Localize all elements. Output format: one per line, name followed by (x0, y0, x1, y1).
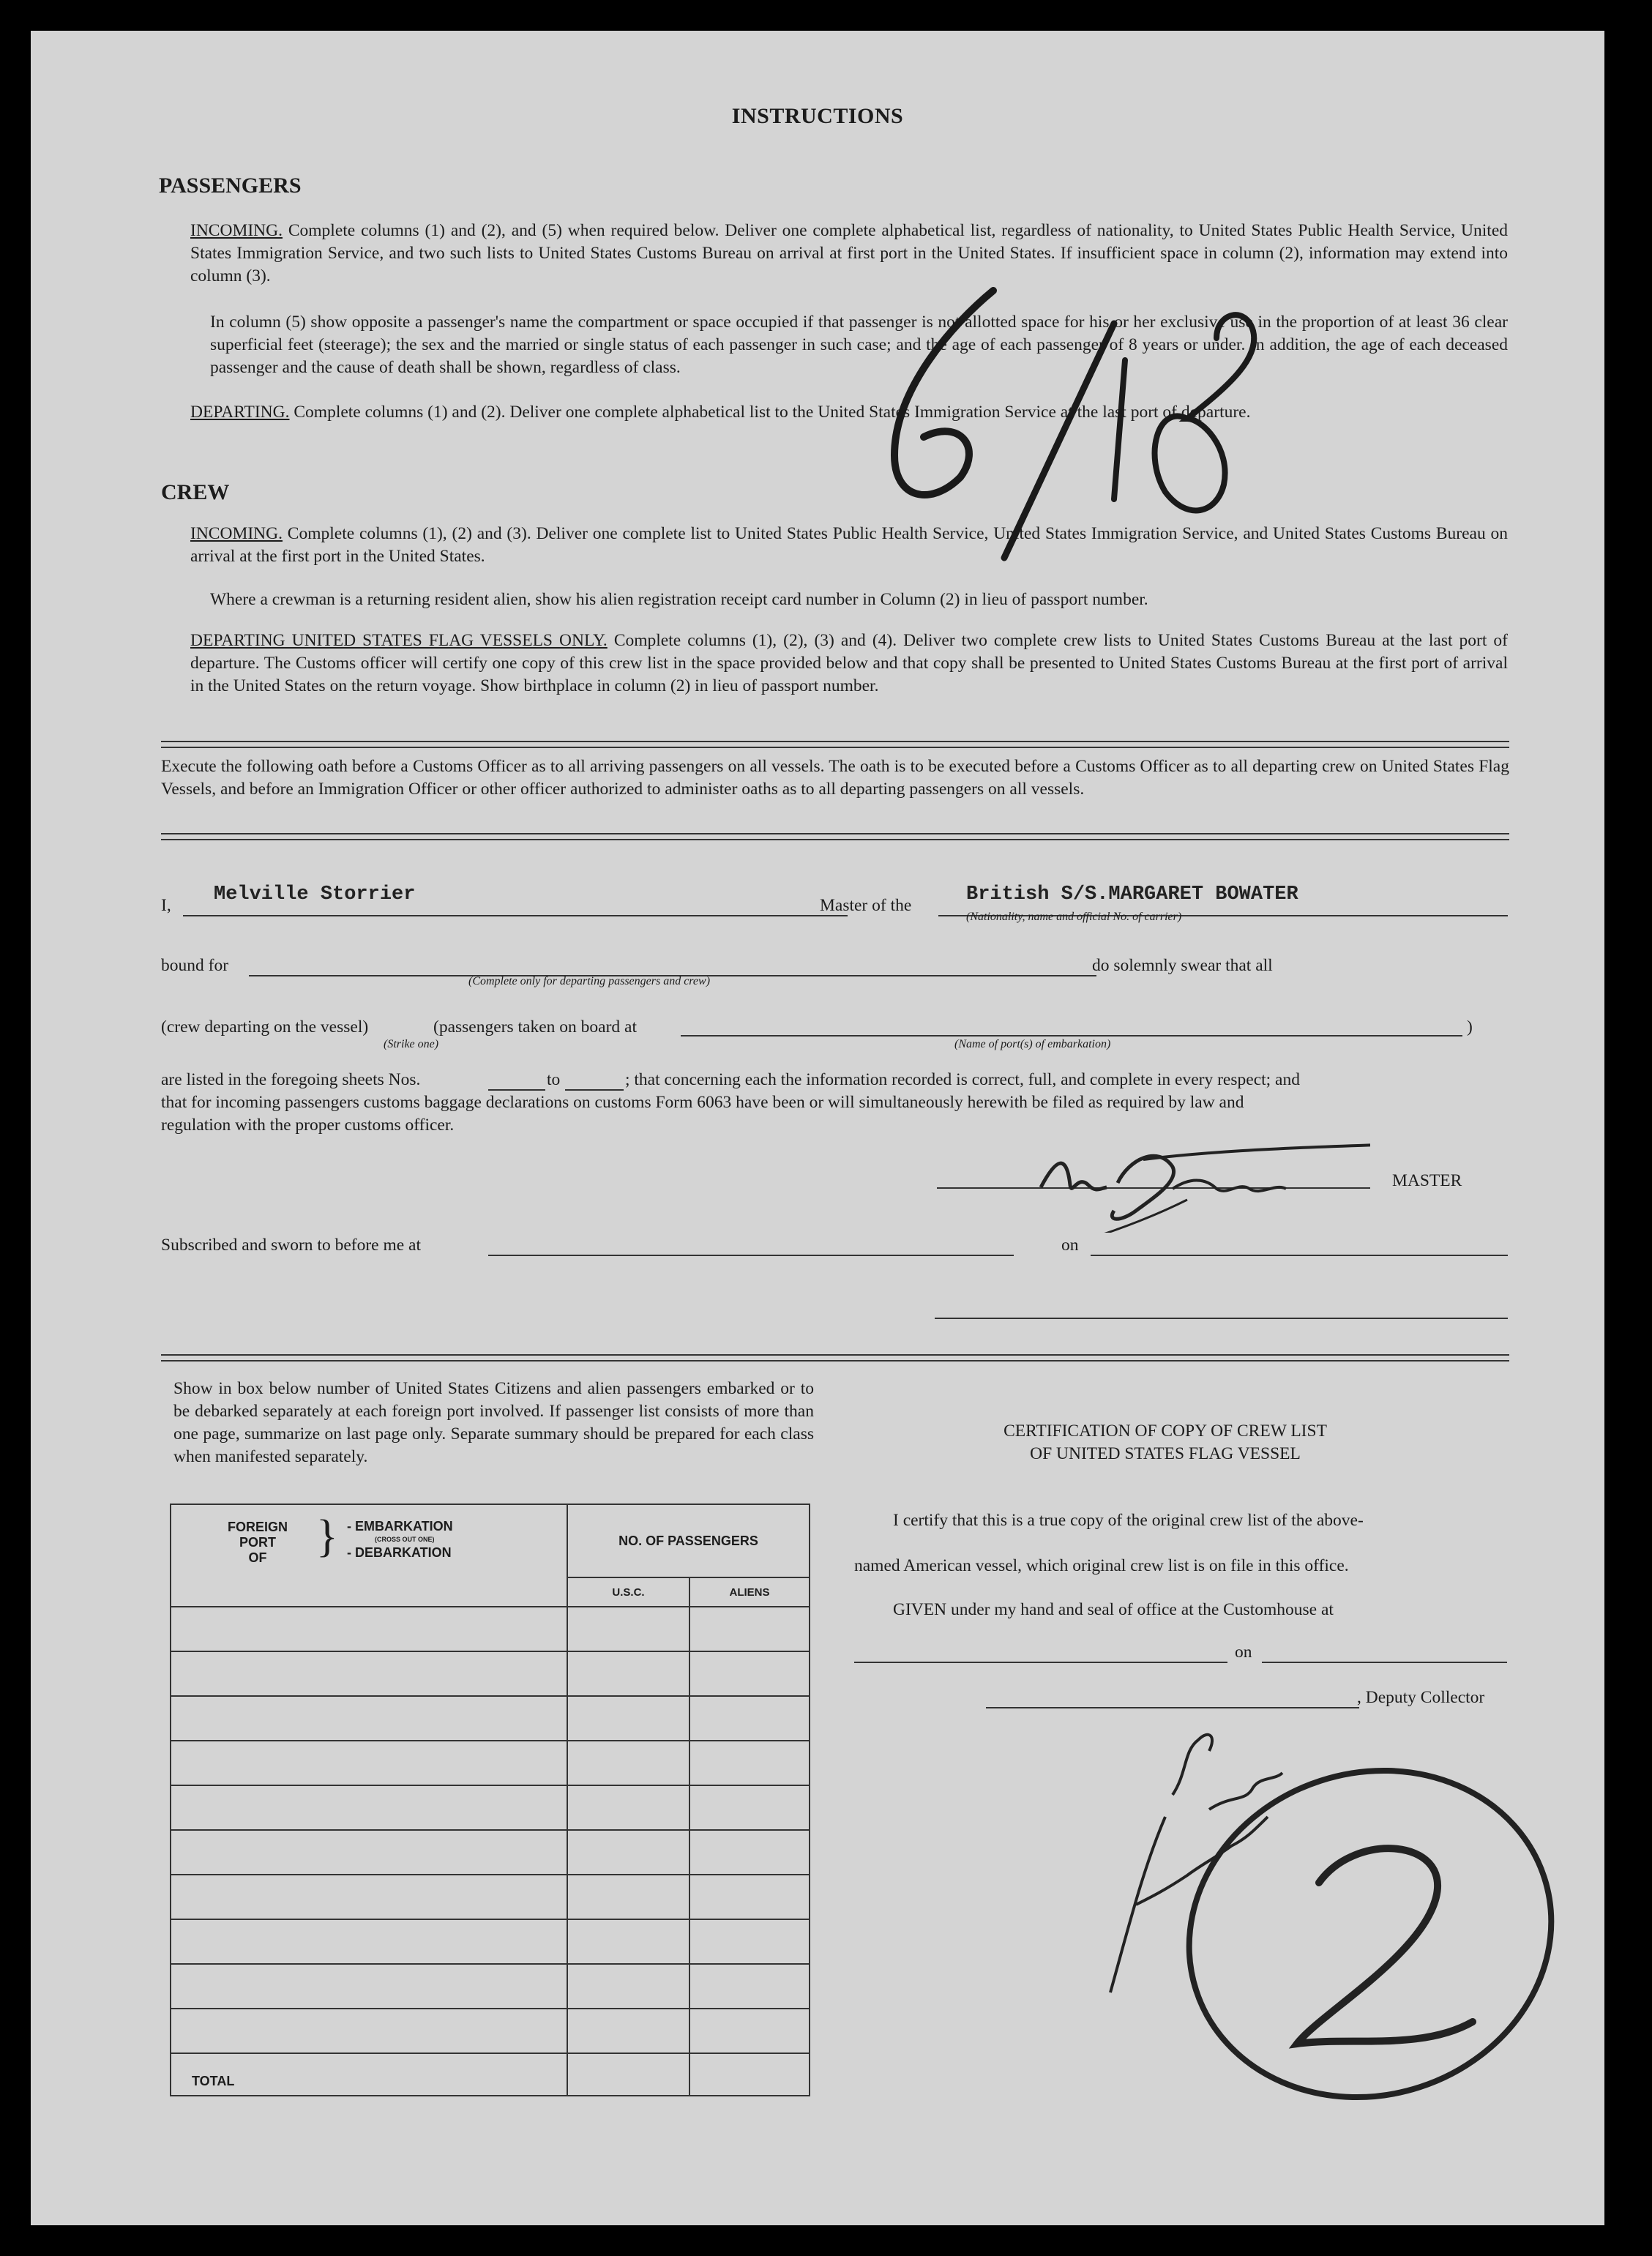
strike-one-caption: (Strike one) (384, 1038, 439, 1050)
oath-i-label: I, (161, 896, 171, 915)
aliens-cell (689, 1964, 810, 2009)
master-name-line (183, 915, 848, 916)
debarkation-label: - DEBARKATION (347, 1545, 452, 1560)
passengers-incoming-text: Complete columns (1) and (2), and (5) when required below. Deliver one complete alphabetical list, regardless of nationality, to United States Public Health Service, United States Immigration Service, and two such lists to United States Customs Bureau on arrival at first port in the United States. If insufficient space in column (2), information may extend into column (3). (190, 221, 1508, 285)
aliens-cell (689, 1830, 810, 1875)
port-cell (171, 1830, 567, 1875)
table-row (171, 1651, 810, 1696)
table-header-row (171, 1504, 810, 1577)
bound-for-label: bound for (161, 956, 229, 975)
aliens-cell (689, 2009, 810, 2053)
table-row (171, 1919, 810, 1964)
aliens-total-cell (689, 2053, 810, 2096)
sheet-from-line (488, 1089, 545, 1091)
port-header-line-3: OF (248, 1550, 267, 1565)
usc-cell (567, 1607, 689, 1651)
usc-cell (567, 1741, 689, 1785)
section-divider (161, 833, 1509, 840)
passengers-heading: PASSENGERS (159, 173, 302, 198)
port-cell (171, 1785, 567, 1830)
usc-cell (567, 1964, 689, 2009)
embarkation-label: - EMBARKATION (347, 1519, 453, 1534)
passengers-column5-paragraph: In column (5) show opposite a passenger's name the compartment or space occupied if that passenger is not allotted space for his or her exclusive use in the proportion of at least 36 clear superficial feet (steerage); the sex and the married or single status of each passenger in such case; and the age of each passenger of 8 years or under. In addition, the age of each deceased passenger and the cause of death shall be shown, regardless of class. (210, 313, 1508, 377)
port-caption: (Name of port(s) of embarkation) (954, 1038, 1111, 1050)
crew-departing-option: (crew departing on the vessel) (161, 1017, 369, 1037)
aliens-cell (689, 1607, 810, 1651)
table-row (171, 1607, 810, 1651)
port-cell (171, 1651, 567, 1696)
vessel-value: British S/S.MARGARET BOWATER (966, 884, 1298, 905)
swear-label: do solemnly swear that all (1092, 956, 1273, 975)
section-divider (161, 1354, 1509, 1362)
section-divider (161, 741, 1509, 748)
vessel-caption: (Nationality, name and official No. of carrier) (966, 911, 1182, 923)
handwritten-annotations (1041, 1707, 1568, 2132)
oath-instructions: Execute the following oath before a Customs Officer as to all arriving passengers on all vessels. The oath is to be executed before a Customs Officer as to all departing crew on United States Flag Vessels, and before an Immigration Officer or other officer authorized to administer oaths as to all departing passengers on all vessels. (161, 757, 1509, 799)
aliens-cell (689, 1651, 810, 1696)
aliens-header: ALIENS (689, 1577, 810, 1607)
listed-text-2: that for incoming passengers customs baggage declarations on customs Form 6063 have been or will simultaneously herewith be filed as required by law and (161, 1093, 1244, 1112)
certification-line-2: named American vessel, which original crew list is on file in this office. (854, 1556, 1349, 1575)
document-page (31, 31, 1604, 2225)
table-row (171, 1741, 810, 1785)
cross-out-note: (CROSS OUT ONE) (375, 1536, 435, 1543)
certification-on-label: on (1235, 1643, 1252, 1662)
summary-instructions: Show in box below number of United States Citizens and alien passengers embarked or to be debarked separately at each foreign port involved. If passenger list consists of more than one page, summarize on last page only. Separate summary should be prepared for each class when manifested separately. (173, 1379, 814, 1466)
close-paren: ) (1467, 1017, 1473, 1037)
usc-cell (567, 1785, 689, 1830)
to-label: to (547, 1070, 561, 1089)
table-row (171, 1785, 810, 1830)
master-label: MASTER (1392, 1171, 1462, 1190)
certification-title (836, 1420, 1495, 1465)
listed-text-1: ; that concerning each the information recorded is correct, full, and complete in every respect; and (625, 1070, 1300, 1089)
usc-cell (567, 1919, 689, 1964)
no-of-passengers-header: NO. OF PASSENGERS (567, 1504, 810, 1577)
crew-heading: CREW (161, 480, 230, 504)
brace-glyph: } (316, 1512, 338, 1561)
table-row (171, 2009, 810, 2053)
passengers-departing-text: Complete columns (1) and (2). Deliver one complete alphabetical list to the United States Immigration Service at the last port of departure. (294, 403, 1251, 422)
aliens-cell (689, 1785, 810, 1830)
usc-cell (567, 1875, 689, 1919)
subscribed-date-line (1091, 1255, 1508, 1256)
table-row (171, 1964, 810, 2009)
master-of-label: Master of the (820, 896, 912, 915)
port-line (681, 1035, 1462, 1037)
port-cell (171, 1741, 567, 1785)
usc-total-cell (567, 2053, 689, 2096)
usc-cell (567, 1651, 689, 1696)
crew-incoming-label: INCOMING. (190, 524, 283, 543)
certification-line-3: GIVEN under my hand and seal of office at the Customhouse at (893, 1600, 1334, 1619)
subscribed-on-label: on (1061, 1236, 1079, 1255)
listed-label: are listed in the foregoing sheets Nos. (161, 1070, 421, 1089)
aliens-cell (689, 1875, 810, 1919)
customhouse-line (854, 1662, 1227, 1663)
port-cell (171, 1696, 567, 1741)
certification-title-line-1: CERTIFICATION OF COPY OF CREW LIST (1003, 1422, 1327, 1441)
certification-title-line-2: OF UNITED STATES FLAG VESSEL (1030, 1444, 1301, 1463)
passenger-summary-table (170, 1504, 810, 2096)
deputy-collector-label: , Deputy Collector (1357, 1688, 1485, 1707)
aliens-cell (689, 1919, 810, 1964)
aliens-cell (689, 1741, 810, 1785)
total-label: TOTAL (171, 2053, 567, 2096)
usc-cell (567, 2009, 689, 2053)
sheet-to-line (565, 1089, 624, 1091)
certification-line-1: I certify that this is a true copy of the original crew list of the above- (893, 1511, 1364, 1530)
usc-cell (567, 1696, 689, 1741)
aliens-cell (689, 1696, 810, 1741)
port-cell (171, 1964, 567, 2009)
bound-for-caption: (Complete only for departing passengers and crew) (468, 975, 711, 987)
subscribed-label: Subscribed and sworn to before me at (161, 1236, 422, 1255)
master-signature (1026, 1130, 1370, 1233)
port-cell (171, 1875, 567, 1919)
table-row (171, 1830, 810, 1875)
crew-resident-paragraph: Where a crewman is a returning resident alien, show his alien registration receipt card number in Column (2) in lieu of passport number. (210, 590, 1148, 609)
total-row (171, 2053, 810, 2096)
officer-signature-line (935, 1318, 1508, 1319)
master-name-value: Melville Storrier (214, 884, 416, 905)
crew-departing-label: DEPARTING UNITED STATES FLAG VESSELS ONLY. (190, 631, 608, 650)
crew-incoming-text: Complete columns (1), (2) and (3). Deliver one complete list to United States Public Health Service, United States Immigration Service, and United States Customs Bureau on arrival at the first port in the United States. (190, 524, 1508, 566)
subscribed-place-line (488, 1255, 1014, 1256)
port-header-cell (171, 1504, 567, 1607)
crew-departing-paragraph (190, 630, 1508, 698)
certification-date-line (1262, 1662, 1507, 1663)
port-cell (171, 1607, 567, 1651)
table-row (171, 1696, 810, 1741)
table-row (171, 1875, 810, 1919)
port-cell (171, 1919, 567, 1964)
passengers-incoming-label: INCOMING. (190, 221, 283, 240)
page-title: INSTRUCTIONS (731, 104, 904, 128)
usc-header: U.S.C. (567, 1577, 689, 1607)
port-cell (171, 2009, 567, 2053)
port-header-line-1: FOREIGN (227, 1520, 288, 1534)
listed-text-3: regulation with the proper customs officer. (161, 1116, 455, 1135)
usc-cell (567, 1830, 689, 1875)
passengers-departing-label: DEPARTING. (190, 403, 290, 422)
passengers-taken-option: (passengers taken on board at (433, 1017, 637, 1037)
passengers-incoming-paragraph (190, 220, 1508, 288)
port-header-line-2: PORT (239, 1535, 276, 1550)
crew-departing-text: Complete columns (1), (2), (3) and (4). Deliver two complete crew lists to United States Customs Bureau at the last port of departure. The Customs officer will certify one copy of this crew list in the space provided below and that copy shall be presented to United States Customs Bureau at the first port of arrival in the United States on the return voyage. Show birthplace in column (2) in lieu of passport number. (190, 631, 1508, 695)
handwritten-mark (872, 280, 1385, 572)
